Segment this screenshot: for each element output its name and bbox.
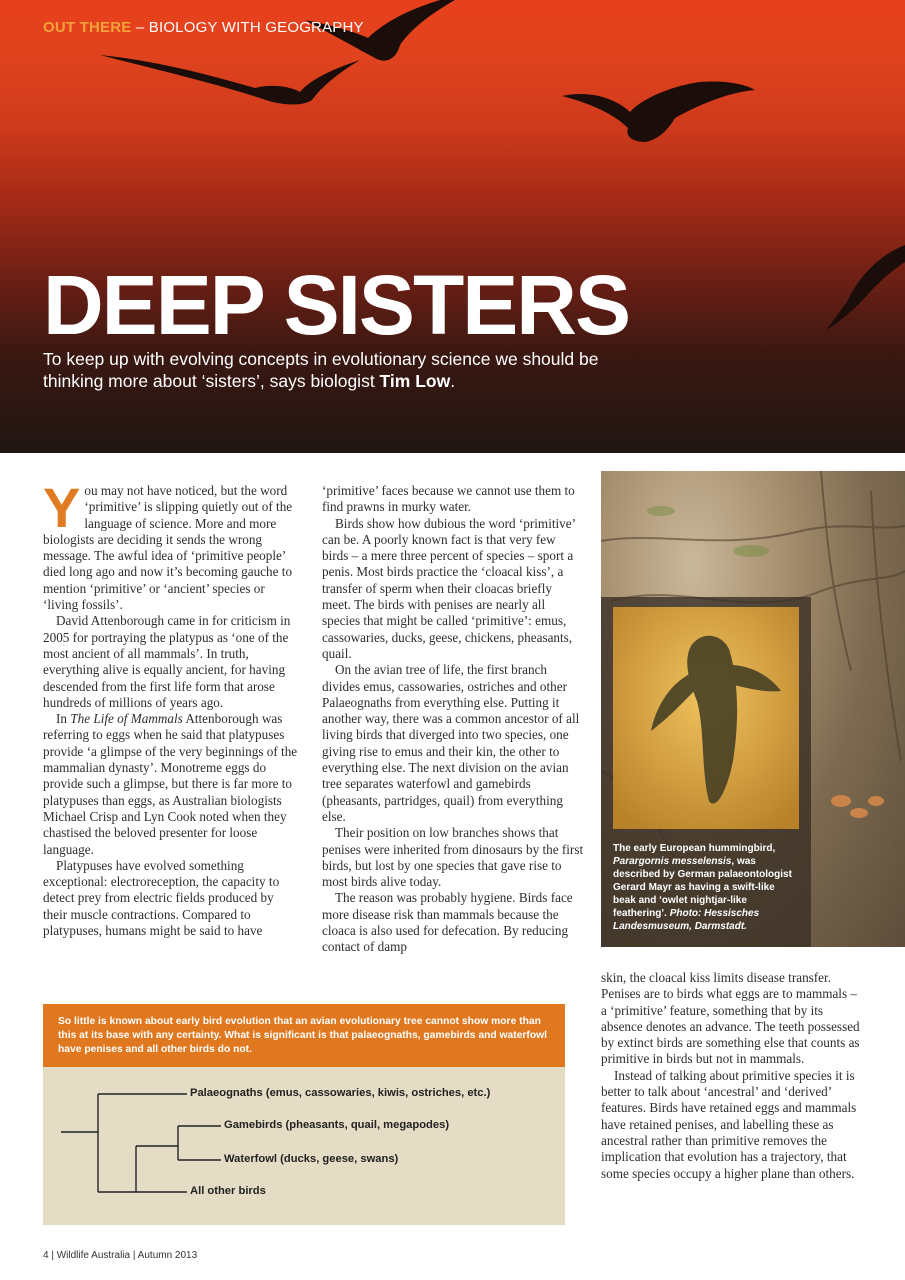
paragraph: David Attenborough came in for criticism in 2005 for portraying the platypus as ‘one of the most ancient of all mammals’. In truth, everything alive is equally ancient, for having descended from the first life form that arose hundreds of millions of years ago. xyxy=(43,613,291,710)
caption-text: , was described by German palaeontologist Gerard Mayr as having a swift-like beak and ‘owlet nightjar-like feathering’. xyxy=(613,856,792,919)
paragraph xyxy=(43,476,301,613)
page-title: DEEP SISTERS xyxy=(43,258,629,352)
species-name: Parargornis messelensis xyxy=(613,856,732,867)
paragraph: ‘primitive’ faces because we cannot use them to find prawns in murky water. xyxy=(322,483,575,515)
tree-label-palaeognaths: Palaeognaths (emus, cassowaries, kiwis, ostriches, etc.) xyxy=(190,1087,491,1099)
paragraph xyxy=(43,711,301,858)
kicker-topic: – BIOLOGY WITH GEOGRAPHY xyxy=(131,19,364,36)
hero-banner xyxy=(0,0,905,453)
paragraph-text: Attenborough was referring to eggs when he said that platypuses provide ‘a glimpse of the very beginnings of the mammalian dynasty’. Monotreme eggs do provide such a glimpse, but there is far more to platypuses than eggs, as Australian biologists Michael Crisp and Lyn Cook noted when they chastised the beloved presenter for loose language. xyxy=(43,711,298,857)
tree-label-other-birds: All other birds xyxy=(190,1185,266,1197)
article-column-2 xyxy=(322,483,584,956)
book-title: The Life of Mammals xyxy=(70,711,183,727)
paragraph: Birds show how dubious the word ‘primitive’ can be. A poorly known fact is that very few birds – a mere three percent of species – sport a penis. Most birds practice the ‘cloacal kiss’, a transfer of sperm when their cloacas briefly meet. The birds with penises are nearly all species that might be called ‘primitive’: emus, cassowaries, ducks, geese, chickens, pheasants, quail. xyxy=(322,515,576,661)
page-footer: 4 | Wildlife Australia | Autumn 2013 xyxy=(43,1250,198,1261)
paragraph: The reason was probably hygiene. Birds face more disease risk than mammals because the cloaca is also used for defecation. By reducing contact of damp xyxy=(322,890,573,955)
paragraph: Their position on low branches shows that penises were inherited from dinosaurs by the first birds, but lost by one species that gave rise to most birds alive today. xyxy=(322,825,584,890)
paragraph: Instead of talking about primitive species it is better to talk about ‘ancestral’ and ‘derived’ features. Birds have retained eggs and mammals have retained penises, and labelling these as ancestral rather than primitive removes the implication that evolution has a trajectory, that some species occupy a higher plane than others. xyxy=(601,1067,857,1181)
evolution-tree-box xyxy=(43,1004,565,1225)
paragraph: skin, the cloacal kiss limits disease transfer. Penises are to birds what eggs are to mammals – a ‘primitive’ feature, something that by its absence denotes an advance. The teeth possessed by extinct birds are something else that counts as primitive in birds but not in mammals. xyxy=(601,970,860,1067)
article-column-1 xyxy=(43,476,301,939)
drop-cap: Y xyxy=(43,476,81,539)
standfirst xyxy=(43,348,603,392)
tree-label-gamebirds: Gamebirds (pheasants, quail, megapodes) xyxy=(224,1119,450,1131)
article-column-3 xyxy=(601,970,861,1182)
section-kicker xyxy=(43,19,364,36)
paragraph-text: In xyxy=(56,711,71,727)
paragraph-text: ou may not have noticed, but the word ‘primitive’ is slipping quietly out of the language of science. More and more biologists are deciding it sends the wrong message. The awful idea of ‘primitive people’ died long ago and now it’s becoming gauche to mention ‘primitive’ or ‘ancient’ species or ‘living fossils’. xyxy=(43,483,293,613)
diagram-intro: So little is known about early bird evolution that an avian evolutionary tree cannot show more than this at its base with any certainty. What is significant is that palaeognaths, gamebirds and waterfowl have penises and all other birds do not. xyxy=(58,1016,548,1055)
tree-label-waterfowl: Waterfowl (ducks, geese, swans) xyxy=(224,1153,399,1165)
paragraph: Platypuses have evolved something exceptional: electroreception, the capacity to detect prey from electric fields produced by their muscle contractions. Compared to platypuses, humans might be said to have xyxy=(43,857,280,939)
standfirst-end: . xyxy=(450,371,456,391)
standfirst-text: To keep up with evolving concepts in evolutionary science we should be thinking more about ‘sisters’, says biologist xyxy=(43,349,599,391)
author-name: Tim Low xyxy=(379,371,451,391)
photo-credit: Photo: Hessisches Landesmuseum, Darmstadt. xyxy=(613,908,760,932)
photo-caption xyxy=(613,842,798,933)
kicker-section: OUT THERE xyxy=(43,19,132,36)
paragraph: On the avian tree of life, the first branch divides emus, cassowaries, ostriches and other Palaeognaths from everything else. Putting it another way, there was a common ancestor of all living birds that diverged into two species, one giving rise to emus and their kin, the other to everything else. The next division on the avian tree separates waterfowl and gamebirds (pheasants, partridges, quail) from everything else. xyxy=(322,662,580,824)
tree-diagram xyxy=(43,1004,565,1225)
caption-text: The early European hummingbird, xyxy=(613,843,776,854)
